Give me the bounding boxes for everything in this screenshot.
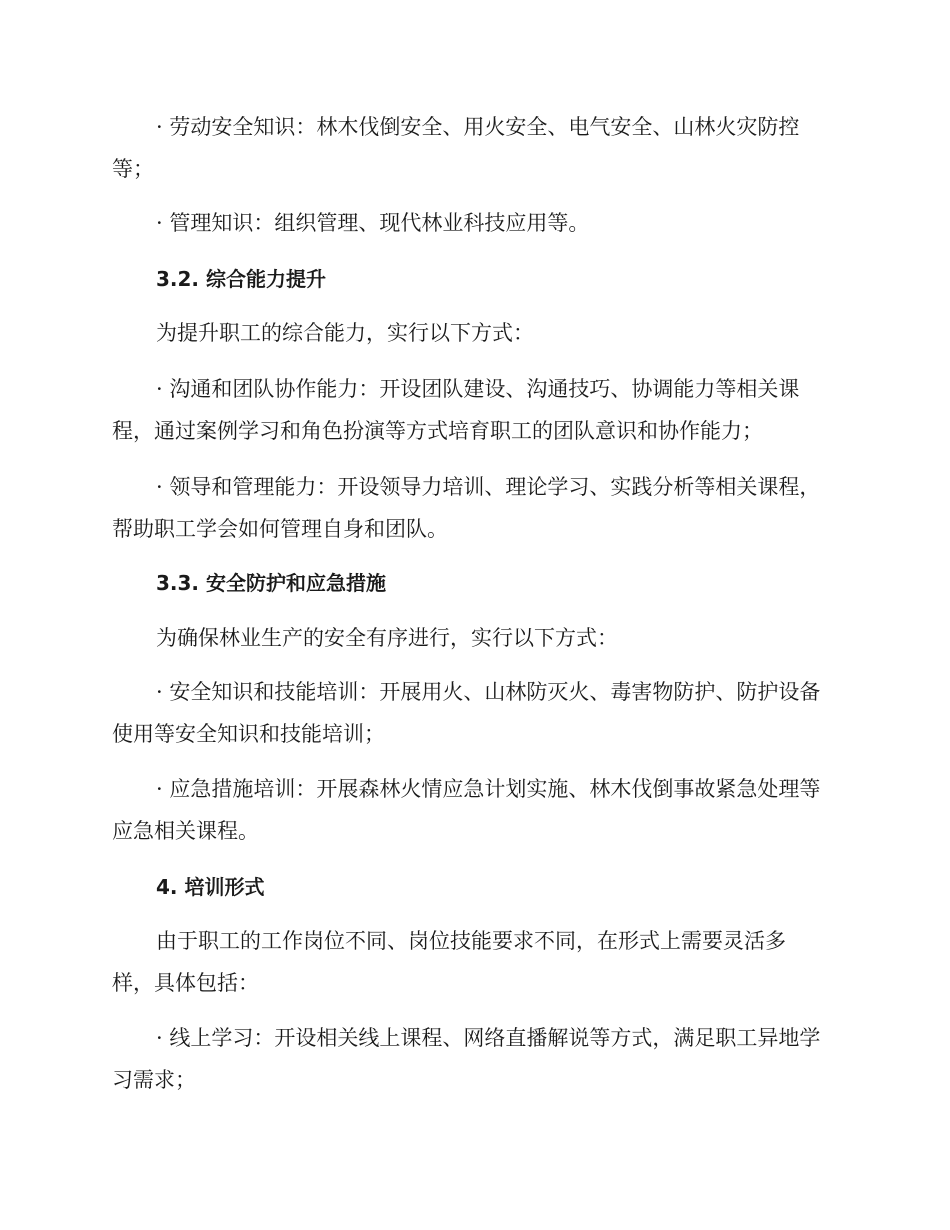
section-heading-3-3: 3.3. 安全防护和应急措施 [156,571,386,595]
paragraph-safety-intro: 为确保林业生产的安全有序进行，实行以下方式： [156,626,618,650]
paragraph-leadership: · 领导和管理能力：开设领导力培训、理论学习、实践分析等相关课程，帮助职工学会如何管理自身和团队。 [112,475,821,541]
paragraph-online-learning: · 线上学习：开设相关线上课程、网络直播解说等方式，满足职工异地学习需求； [112,1026,821,1092]
section-heading-3-2: 3.2. 综合能力提升 [156,267,326,291]
paragraph-labor-safety: · 劳动安全知识：林木伐倒安全、用火安全、电气安全、山林火灾防控等； [112,115,800,181]
paragraph-comprehensive-intro: 为提升职工的综合能力，实行以下方式： [156,321,534,345]
paragraph-emergency-training: · 应急措施培训：开展森林火情应急计划实施、林木伐倒事故紧急处理等应急相关课程。 [112,777,821,843]
paragraph-communication: · 沟通和团队协作能力：开设团队建设、沟通技巧、协调能力等相关课程，通过案例学习和角色扮演等方式培育职工的团队意识和协作能力； [112,377,800,443]
paragraph-safety-training: · 安全知识和技能培训：开展用火、山林防灭火、毒害物防护、防护设备使用等安全知识和技能培训； [112,680,821,746]
paragraph-management: · 管理知识：组织管理、现代林业科技应用等。 [156,211,590,235]
paragraph-training-forms: 由于职工的工作岗位不同、岗位技能要求不同，在形式上需要灵活多样，具体包括： [112,929,786,995]
section-heading-4: 4. 培训形式 [156,875,265,899]
